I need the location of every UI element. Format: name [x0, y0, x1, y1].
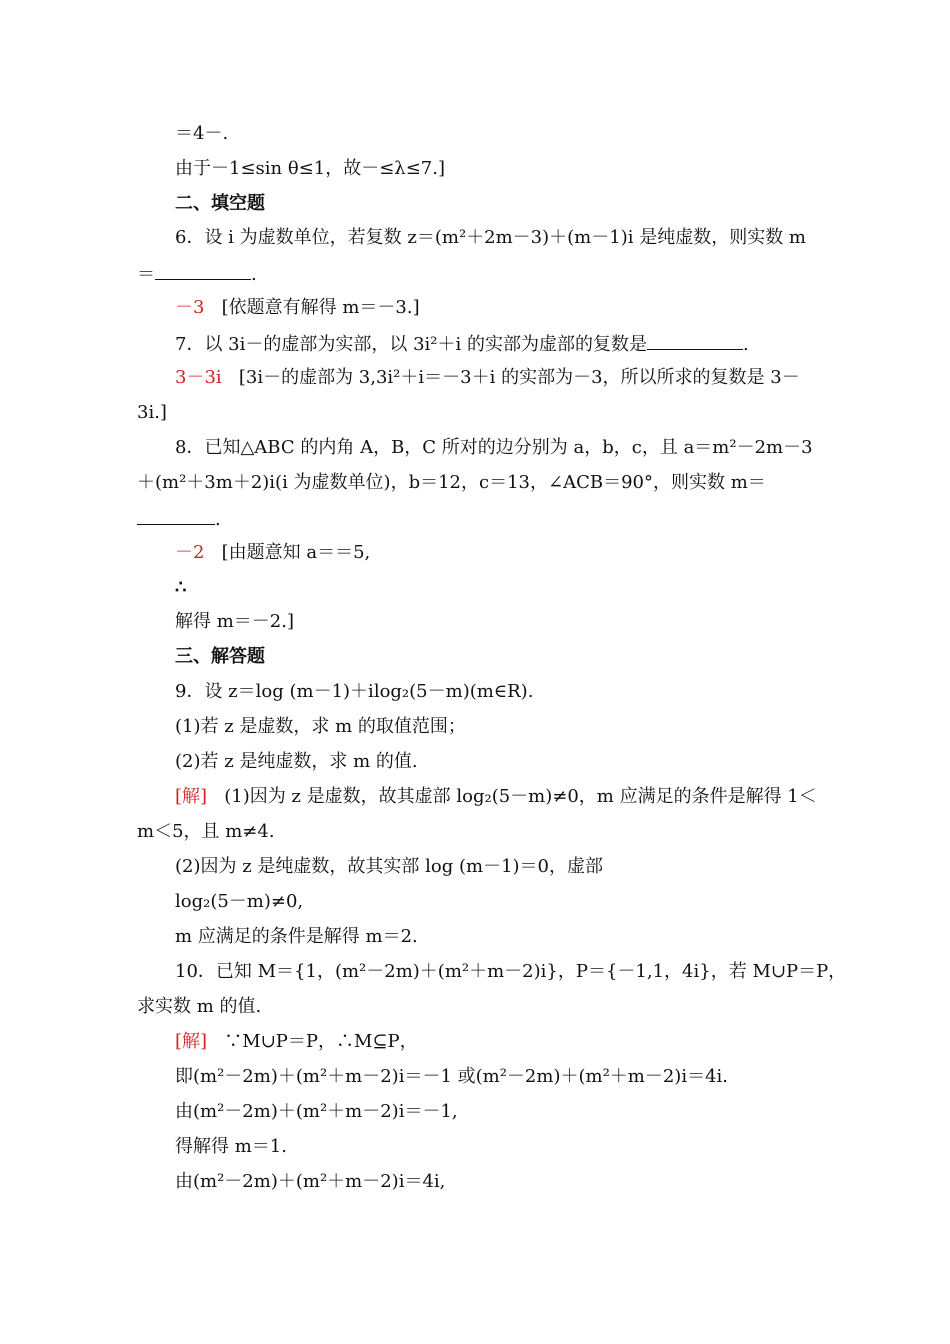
text-line: 由(m²－2m)＋(m²＋m－2)i＝－1, [175, 1101, 458, 1122]
text-line: m 应满足的条件是解得 m＝2. [175, 926, 418, 947]
question-7: 7．以 3i－的虚部为实部，以 3i²＋i 的实部为虚部的复数是 . [175, 331, 749, 357]
text-line: 求实数 m 的值. [137, 996, 262, 1017]
text-line: 得解得 m＝1. [175, 1136, 287, 1157]
text-line: m＜5，且 m≠4. [137, 821, 275, 842]
text-line: (2)若 z 是纯虚数，求 m 的值. [175, 751, 418, 772]
question-9: 9．设 z＝log (m－1)＋ilog₂(5－m)(m∈R). [175, 681, 534, 702]
text-line: 由(m²－2m)＋(m²＋m－2)i＝4i, [175, 1171, 446, 1192]
text-line: ∴ [175, 577, 187, 598]
question-10: 10．已知 M＝{1，(m²－2m)＋(m²＋m－2)i}，P＝{－1,1，4i}，若 M∪P＝P， [175, 961, 847, 982]
question-8: 8．已知△ABC 的内角 A，B，C 所对的边分别为 a，b，c，且 a＝m²－2m－3 [175, 437, 813, 458]
text-line: . [137, 506, 221, 532]
section-heading: 三、解答题 [175, 646, 265, 667]
text-line: log₂(5－m)≠0, [175, 891, 304, 912]
answer-7: 3－3i [3i－的虚部为 3,3i²＋i＝－3＋i 的实部为－3，所以所求的复数是 3－ [175, 367, 800, 388]
answer-blank [155, 261, 251, 280]
text-line: (1)若 z 是虚数，求 m 的取值范围； [175, 716, 466, 737]
question-6: 6．设 i 为虚数单位，若复数 z＝(m²＋2m－3)＋(m－1)i 是纯虚数，则实数 m [175, 227, 806, 248]
answer-8: －2 [由题意知 a＝＝5, [175, 542, 371, 563]
text-line: ＋(m²＋3m＋2)i(i 为虚数单位)，b＝12，c＝13，∠ACB＝90°，则实数 m＝ [137, 472, 766, 493]
answer-blank [137, 506, 215, 525]
answer-6: －3 [依题意有解得 m＝－3.] [175, 297, 420, 318]
section-heading: 二、填空题 [175, 193, 265, 214]
text-line: (2)因为 z 是纯虚数，故其实部 log (m－1)＝0，虚部 [175, 856, 603, 877]
text-line: ＝ . [137, 261, 257, 287]
text-line: ＝4－. [175, 123, 229, 144]
answer-blank [647, 331, 743, 350]
solution-10: [解] ∵M∪P＝P，∴M⊆P， [175, 1031, 418, 1052]
text-line: 由于－1≤sin θ≤1，故－≤λ≤7.] [175, 158, 445, 179]
solution-9: [解] (1)因为 z 是虚数，故其虚部 log₂(5－m)≠0，m 应满足的条件是解得 1＜ [175, 786, 817, 807]
text-line: 即(m²－2m)＋(m²＋m－2)i＝－1 或(m²－2m)＋(m²＋m－2)i＝4i. [175, 1066, 729, 1087]
text-line: 3i.] [137, 402, 167, 423]
text-line: 解得 m＝－2.] [175, 611, 294, 632]
